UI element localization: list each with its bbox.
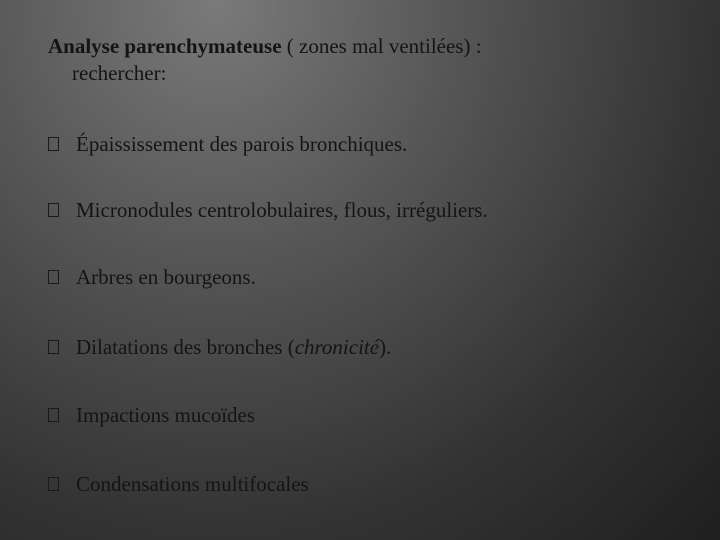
list-item [48,400,255,430]
list-item-note: chronicité [294,335,380,359]
unknown-glyph-icon [48,340,59,354]
list-item [48,332,391,362]
list-item [48,195,488,225]
list-item-text: Dilatations des bronches ( [76,335,295,359]
unknown-glyph-icon [48,270,59,284]
list-item-text-after: ). [379,335,392,359]
list-item-text: Épaississement des parois bronchiques. [76,132,408,156]
list-item [48,129,407,159]
list-item [48,469,309,499]
heading-line2: rechercher: [72,61,167,85]
list-item-text: Condensations multifocales [76,472,309,496]
slide-heading [48,33,688,87]
list-item-text: Arbres en bourgeons. [76,265,256,289]
heading-bold: Analyse parenchymateuse [48,34,282,58]
heading-rest: ( zones mal ventilées) : [281,34,482,58]
unknown-glyph-icon [48,477,59,491]
list-item [48,262,256,292]
unknown-glyph-icon [48,137,59,151]
unknown-glyph-icon [48,408,59,422]
list-item-text: Micronodules centrolobulaires, flous, irréguliers. [76,198,488,222]
list-item-text: Impactions mucoïdes [76,403,256,427]
unknown-glyph-icon [48,203,59,217]
